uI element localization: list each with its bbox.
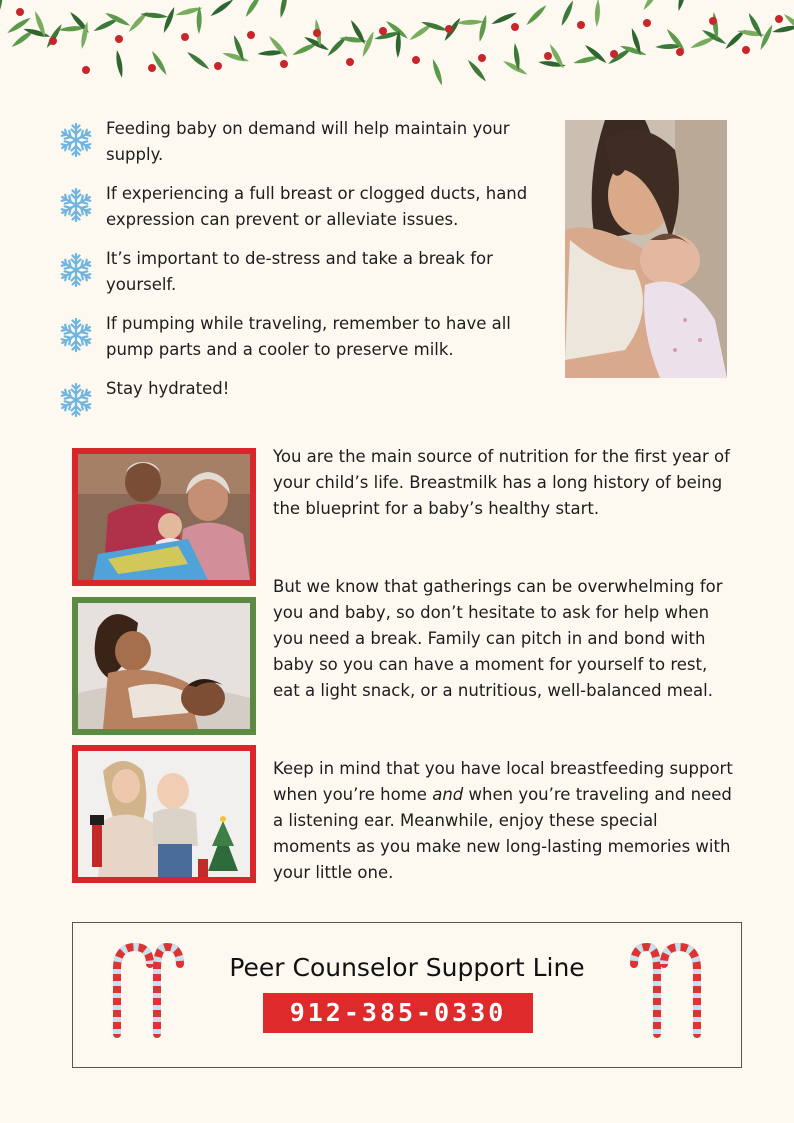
- holly-berry: [49, 37, 57, 45]
- tip-text: It’s important to de-stress and take a break for yourself.: [106, 249, 493, 294]
- tip-item: [58, 116, 548, 168]
- pine-needle: [186, 50, 211, 71]
- pine-needle: [477, 14, 488, 42]
- pine-needle: [360, 30, 376, 58]
- holly-berry: [379, 27, 387, 35]
- pine-needle: [758, 24, 774, 51]
- tips-list: [58, 116, 548, 415]
- holly-berry: [511, 23, 519, 31]
- holly-berry: [610, 50, 618, 58]
- candy-cane-icon: [629, 939, 719, 1039]
- pine-needle: [222, 51, 250, 64]
- tip-text: If pumping while traveling, remember to have all pump parts and a cooler to preserve milk.: [106, 314, 511, 359]
- holly-berry: [247, 31, 255, 39]
- pine-needle: [559, 0, 575, 27]
- pine-needle: [244, 0, 263, 18]
- holiday-photo-frame: [72, 745, 256, 883]
- pine-needle: [456, 19, 484, 25]
- pine-needle: [772, 24, 794, 35]
- tip-text: Feeding baby on demand will help maintain your supply.: [106, 119, 510, 164]
- grandparents-photo: [78, 454, 250, 580]
- paragraph-support-part1: Keep in mind that you have local breastfeeding support when you’re home: [273, 759, 733, 804]
- pine-needle: [431, 58, 445, 86]
- paragraph-support: [273, 756, 733, 886]
- holly-berry: [412, 56, 420, 64]
- holly-berry: [478, 54, 486, 62]
- holly-berry: [346, 58, 354, 66]
- holly-garland: [0, 0, 794, 90]
- paragraph-nutrition: You are the main source of nutrition for the first year of your child’s life. Breastmilk has a long history of being the blueprint for a baby’s healthy start.: [273, 447, 730, 518]
- snowflake-icon: [58, 252, 94, 288]
- holly-berry: [775, 15, 783, 23]
- grandparents-photo-frame: [72, 448, 256, 586]
- holly-berry: [544, 52, 552, 60]
- pine-needle: [0, 0, 3, 10]
- pine-needle: [278, 0, 289, 19]
- tip-item: [58, 181, 548, 233]
- holly-berry: [742, 46, 750, 54]
- holly-berry: [214, 62, 222, 70]
- nursing-photo-frame: [72, 597, 256, 735]
- pine-needle: [150, 50, 169, 77]
- pine-needle: [115, 50, 125, 78]
- snowflake-icon: [58, 187, 94, 223]
- snowflake-icon: [58, 317, 94, 353]
- pine-needle: [525, 3, 548, 26]
- snowflake-icon: [58, 122, 94, 158]
- tip-text: Stay hydrated!: [106, 379, 230, 398]
- holly-berry: [577, 21, 585, 29]
- holly-berry: [445, 25, 453, 33]
- holiday-photo: [78, 751, 250, 877]
- holly-berry: [82, 66, 90, 74]
- support-line-box: [72, 922, 742, 1068]
- pine-needle: [641, 0, 661, 11]
- nursing-photo: [78, 603, 250, 729]
- paragraph-support-emphasis: and: [432, 785, 464, 804]
- holly-berry: [148, 64, 156, 72]
- pine-needle: [161, 6, 176, 34]
- mother-baby-photo: [565, 120, 727, 378]
- pine-needle: [466, 58, 488, 83]
- holly-berry: [709, 17, 717, 25]
- tip-item: [58, 311, 548, 363]
- holly-berry: [115, 35, 123, 43]
- pine-needle: [676, 0, 688, 12]
- tip-item: [58, 246, 548, 298]
- holly-berry: [643, 19, 651, 27]
- tip-text: If experiencing a full breast or clogged ducts, hand expression can prevent or alleviate issues.: [106, 184, 528, 229]
- paragraph-gatherings: But we know that gatherings can be overwhelming for you and baby, so don’t hesitate to ask for help when you need a break. Family can pitch in and bond with baby so you can have a moment for yourself to rest, eat a light snack, or a nutritious, well-balanced meal.: [273, 577, 723, 700]
- support-phone-number[interactable]: 912-385-0330: [263, 993, 533, 1033]
- pine-needle: [209, 0, 235, 18]
- support-line-title: Peer Counselor Support Line: [229, 953, 585, 982]
- tip-item: [58, 376, 548, 402]
- pine-needle: [594, 0, 600, 27]
- holly-berry: [280, 60, 288, 68]
- holly-berry: [313, 29, 321, 37]
- holly-berry: [181, 33, 189, 41]
- holly-berry: [676, 48, 684, 56]
- snowflake-icon: [58, 382, 94, 418]
- pine-needle: [140, 12, 168, 20]
- pine-needle: [6, 16, 32, 35]
- paragraph-support-part2: when you’re traveling and need a listening ear. Meanwhile, enjoy these special moments as you make new long-lasting memories with your little one.: [273, 785, 732, 882]
- holly-berry: [16, 8, 24, 16]
